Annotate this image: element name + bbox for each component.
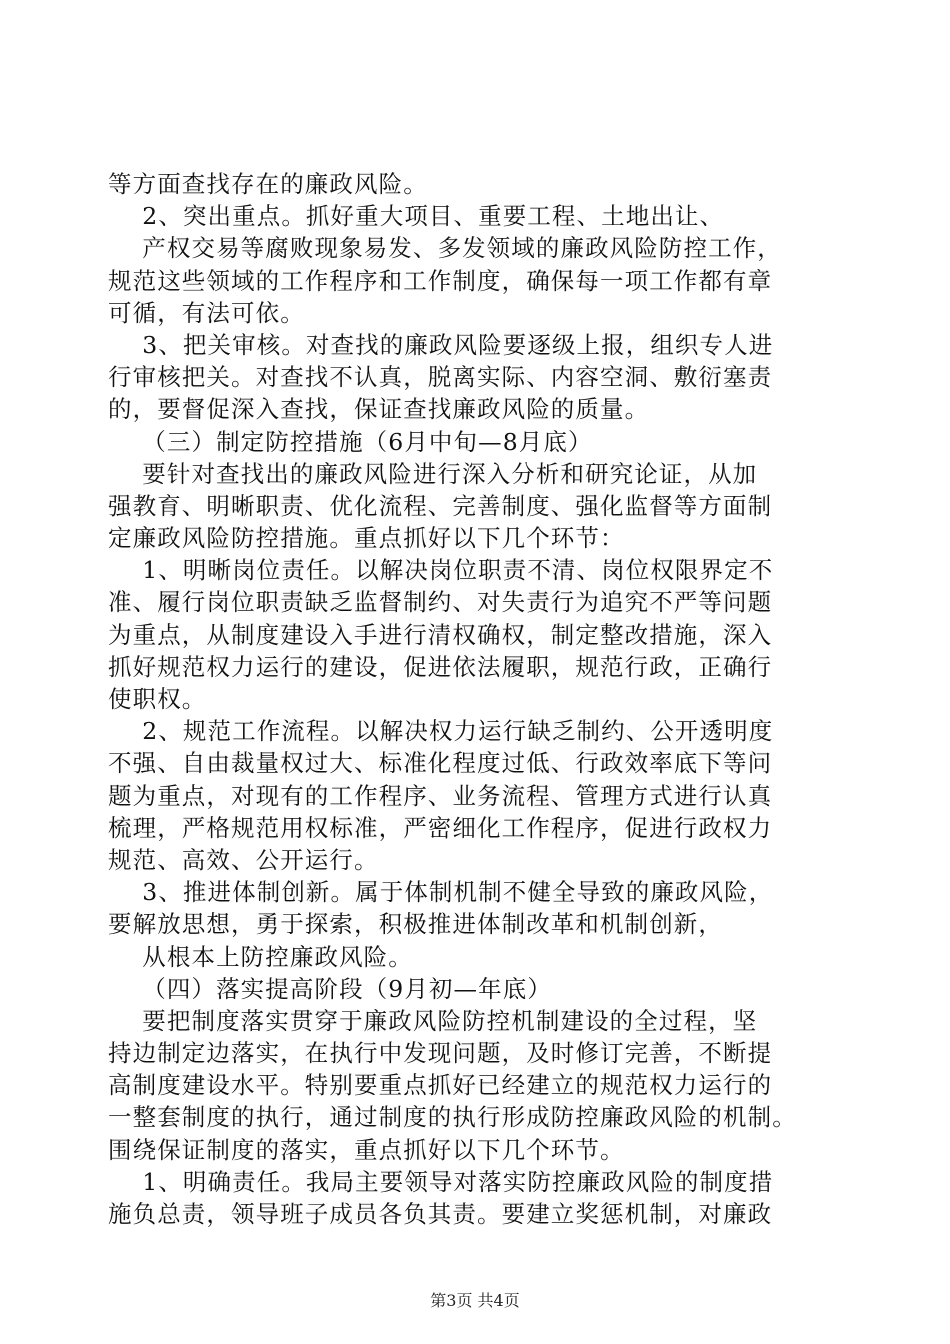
text-line: 可循，有法可依。 bbox=[108, 298, 305, 327]
text-line: 1、明确责任。我局主要领导对落实防控廉政风险的制度措 bbox=[108, 1167, 774, 1196]
text-line: 梳理，严格规范用权标准，严密细化工作程序，促进行政权力 bbox=[108, 813, 773, 842]
text-line: 1、明晰岗位责任。以解决岗位职责不清、岗位权限界定不 bbox=[108, 556, 774, 585]
text-line: 规范这些领域的工作程序和工作制度，确保每一项工作都有章 bbox=[108, 266, 773, 295]
text-line: 强教育、明晰职责、优化流程、完善制度、强化监督等方面制 bbox=[108, 491, 773, 520]
text-line: 产权交易等腐败现象易发、多发领域的廉政风险防控工作， bbox=[108, 234, 782, 263]
text-line: 的，要督促深入查找，保证查找廉政风险的质量。 bbox=[108, 395, 650, 424]
text-line: 围绕保证制度的落实，重点抓好以下几个环节。 bbox=[108, 1135, 625, 1164]
text-line: 规范、高效、公开运行。 bbox=[108, 845, 379, 874]
text-line: 从根本上防控廉政风险。 bbox=[108, 942, 413, 971]
text-line: 施负总责，领导班子成员各负其责。要建立奖惩机制，对廉政 bbox=[108, 1200, 773, 1228]
text-line: 一整套制度的执行，通过制度的执行形成防控廉政风险的机制。 bbox=[108, 1103, 797, 1132]
text-line: 2、规范工作流程。以解决权力运行缺乏制约、公开透明度 bbox=[108, 717, 774, 746]
page-footer: 第3页 共4页 bbox=[430, 1291, 520, 1310]
text-line: （三）制定防控措施（6月中旬—8月底） bbox=[108, 427, 593, 456]
text-line: 为重点，从制度建设入手进行清权确权，制定整改措施，深入 bbox=[108, 620, 773, 649]
text-line: 定廉政风险防控措施。重点抓好以下几个环节： bbox=[108, 524, 625, 553]
text-line: 使职权。 bbox=[108, 685, 207, 713]
text-line: 题为重点，对现有的工作程序、业务流程、管理方式进行认真 bbox=[108, 781, 773, 810]
text-line: 3、把关审核。对查找的廉政风险要逐级上报，组织专人进 bbox=[108, 330, 774, 359]
text-line: （四）落实提高阶段（9月初—年底） bbox=[108, 974, 552, 1003]
text-line: 高制度建设水平。特别要重点抓好已经建立的规范权力运行的 bbox=[108, 1071, 773, 1100]
text-line: 2、突出重点。抓好重大项目、重要工程、土地出让、 bbox=[108, 202, 725, 231]
text-line: 行审核把关。对查找不认真，脱离实际、内容空洞、敷衍塞责 bbox=[108, 363, 773, 392]
text-line: 等方面查找存在的廉政风险。 bbox=[108, 170, 428, 198]
text-line: 不强、自由裁量权过大、标准化程度过低、行政效率底下等问 bbox=[108, 749, 773, 778]
text-line: 准、履行岗位职责缺乏监督制约、对失责行为追究不严等问题 bbox=[108, 588, 773, 617]
text-line: 要把制度落实贯穿于廉政风险防控机制建设的全过程，坚 bbox=[108, 1006, 758, 1035]
text-line: 要解放思想，勇于探索，积极推进体制改革和机制创新， bbox=[108, 910, 723, 939]
text-line: 持边制定边落实，在执行中发现问题，及时修订完善，不断提 bbox=[108, 1039, 773, 1068]
body-text bbox=[108, 168, 848, 1230]
text-line: 3、推进体制创新。属于体制机制不健全导致的廉政风险， bbox=[108, 878, 774, 907]
text-line: 要针对查找出的廉政风险进行深入分析和研究论证，从加 bbox=[108, 459, 758, 488]
text-line: 抓好规范权力运行的建设，促进依法履职，规范行政，正确行 bbox=[108, 652, 773, 681]
